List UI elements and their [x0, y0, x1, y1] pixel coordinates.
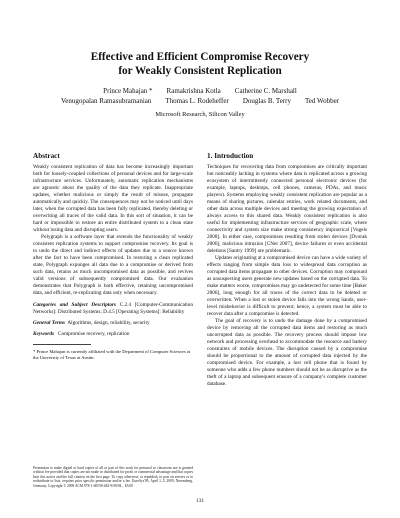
copyright-notice: Permission to make digital or hard copies of all or part of this work for personal or classroom use is granted without fee provided that copies are not made or distributed for profit or commercial advantage and that copies bear this notice and the full citation on the first page. To copy otherwise, to republish, to post on servers or to redistribute to lists, requires prior specific permission and/or a fee. EuroSys'09, April 1–3, 2009, Nuremberg, Germany. Copyright © 2009 ACM 978-1-60558-482-9/09/04... $5.00: [33, 466, 193, 488]
intro-paragraph-2: Updates originating at a compromised device can have a wide variety of effects ranging from simple data loss to widespread data corruption as corrupted data items propagate to other devices. Corruption may compound as unsuspecting users generate new updates based on the corrupted data. To make matters worse, compromises may go undetected for some time [Baker 2006], long enough for all traces of the correct data to be deleted or overwritten. When a lost or stolen device falls into the wrong hands, user-level misbehavior is difficult to prevent; hence, a system must be able to recover data after a compromise is detected.: [207, 255, 367, 317]
affiliation: Microsoft Research, Silicon Valley: [155, 111, 245, 118]
title-line-1: Effective and Efficient Compromise Recovery: [90, 51, 310, 63]
intro-paragraph-3: The goal of recovery is to undo the damage done by a compromised device by removing all the corrupted data items and restoring as much uncorrupted data as possible. The recovery process should impose low network and processing overhead to accommodate the resource and battery constraints of mobile devices. The disruption caused by a compromise should be proportional to the amount of corrupted data injected by the compromised device. For example, a lost cell phone that is found by someone who adds a few phone numbers should not be as disruptive as the theft of a laptop and subsequent erasure of a company's complete customer database.: [207, 318, 367, 387]
author-name: Venugopalan Ramasubramanian: [60, 96, 152, 105]
intro-paragraph-1: Techniques for recovering data from compromises are critically important but noticeably lacking in systems where data is replicated across a growing ecosystem of intermittently connected personal electronic devices (for example, laptops, desktops, cell phones, cameras, PDAs, and music players). Systems employing weakly consistent replication are popular as a means of sharing pictures, calendar entries, work related documents, and other data across multiple devices and meeting the growing expectation of always access to this shared data. Weakly consistent replication is also useful for implementing infrastructure services of geographic scale, where connectivity and system size make strong consistency impractical [Vogels 2008]. In either case, compromises resulting from stolen devices [Dvorak 2006], malicious intrusion [CNet 2007], device failures or even accidental deletions [Santry 1999] are problematic.: [207, 164, 367, 254]
footnote: * Prince Mahajan is currently affiliated with the Department of Computer Sciences at the University of Texas at Austin.: [33, 349, 191, 360]
general-terms-paragraph: [33, 320, 193, 327]
categories-heading: Categories and Subject Descriptors: [33, 302, 117, 308]
keywords-heading: Keywords: [33, 331, 54, 337]
author-name: Ted Wobber: [305, 96, 340, 105]
author-row-1: [40, 87, 360, 97]
categories-text: C.2.4 [Computer-Communication Networks]: Distributed Systems; D.4.5 [Operating Systems]: Reliability: [33, 302, 193, 315]
author-name: Thomas L. Rodeheffer: [165, 96, 229, 105]
general-terms-heading: General Terms: [33, 320, 66, 326]
keywords-paragraph: [33, 331, 193, 338]
categories-paragraph: [33, 302, 193, 316]
abstract-paragraph-1: Weakly consistent replication of data has become increasingly important both for loosely-coupled collections of personal devices and for large-scale infrastructure services. Unfortunately, automatic replication mechanisms are agnostic about the quality of the data they replicate. Inappropriate updates, whether malicious or simply the result of misuse, propagate automatically and quickly. The consequences may not be noticed until days later, when the corrupted data has been fully replicated, thereby deleting or overwriting all traces of the valid data. In this sort of situation, it can be hard or impossible to restore an entire distributed system to a clean state without losing data and disrupting users.: [33, 164, 193, 233]
right-column: [207, 152, 367, 388]
author-name: Prince Mahajan *: [103, 87, 153, 95]
author-row-2: [40, 97, 360, 107]
page-number: 131: [195, 498, 205, 504]
abstract-heading: Abstract: [33, 152, 60, 160]
general-terms-text: Algorithms, design, reliability, security: [67, 320, 150, 326]
author-name: Douglas B. Terry: [242, 96, 291, 105]
title-line-2: for Weakly Consistent Replication: [118, 65, 282, 77]
author-name: Ramakrishna Kotla: [166, 87, 221, 95]
paper-title: [0, 50, 400, 78]
author-block: [40, 87, 360, 120]
footnote-rule: [33, 344, 91, 347]
keywords-text: Compromise recovery, replication: [57, 331, 130, 337]
introduction-heading: 1. Introduction: [207, 152, 254, 160]
left-column: [33, 152, 193, 361]
abstract-paragraph-2: Polygraph is a software layer that extends the functionality of weakly consistent replication systems to support compromise recovery. Its goal is to undo the direct and indirect effects of updates due to a source known after the fact to have been compromised. In restoring a clean replicated state, Polygraph expunges all data due to a compromise or derived from such data, retains as much uncompromised data as possible, and revives valid versions of subsequently compromised data. Our evaluation demonstrates that Polygraph is both effective, retaining uncompromised data, and efficient, re-replicating data only when necessary.: [33, 234, 193, 296]
author-name: Catherine C. Marshall: [234, 87, 297, 95]
